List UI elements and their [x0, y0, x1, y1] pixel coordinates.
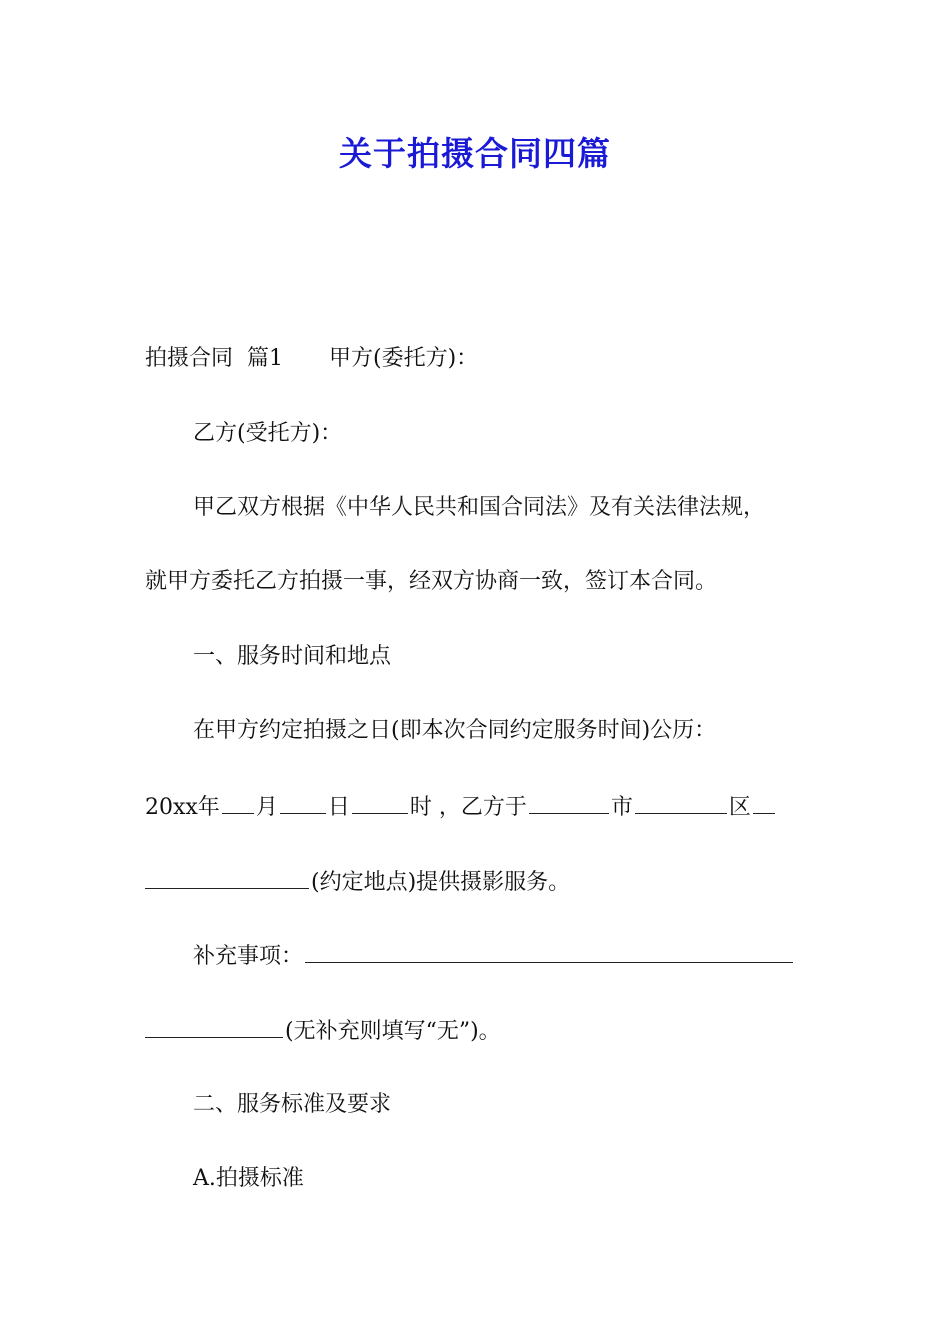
document-title: 关于拍摄合同四篇	[339, 134, 611, 173]
service-time-line2	[145, 791, 777, 823]
month-blank[interactable]	[222, 791, 254, 814]
supplement-line	[193, 940, 795, 972]
city-text: 市	[610, 795, 633, 820]
hour-text: 时 ，乙方于	[409, 795, 527, 820]
subsection-a-heading: A.拍摄标准	[193, 1166, 304, 1191]
section-1-heading: 一、服务时间和地点	[193, 644, 392, 669]
month-text: 月	[255, 795, 278, 820]
district-text: 区	[728, 795, 751, 820]
day-text: 日	[327, 795, 350, 820]
supplement-note: (无补充则填写“无”)。	[285, 1019, 501, 1044]
intro-paragraph-line2: 就甲方委托乙方拍摄一事，经双方协商一致，签订本合同。	[145, 569, 718, 594]
intro-paragraph-line1: 甲乙双方根据《中华人民共和国合同法》及有关法律法规，	[193, 495, 766, 520]
section-2-heading: 二、服务标准及要求	[193, 1092, 392, 1117]
party-a-label: 甲方(委托方)：	[328, 346, 479, 371]
year-text: 20xx年	[145, 795, 220, 820]
hour-blank[interactable]	[352, 791, 408, 814]
supplement-label: 补充事项：	[193, 944, 304, 969]
address-blank-start[interactable]	[753, 791, 775, 814]
place-note: (约定地点)提供摄影服务。	[311, 870, 571, 895]
day-blank[interactable]	[280, 791, 326, 814]
service-place-line	[145, 866, 570, 898]
service-time-line1: 在甲方约定拍摄之日(即本次合同约定服务时间)公历：	[193, 718, 717, 743]
city-blank[interactable]	[529, 791, 609, 814]
contract-heading: 拍摄合同 篇1	[145, 346, 283, 371]
heading-line	[145, 344, 478, 374]
supplement-note-line	[145, 1015, 501, 1047]
supplement-blank-continued[interactable]	[145, 1015, 283, 1038]
supplement-blank[interactable]	[305, 940, 793, 963]
party-b-label: 乙方(受托方)：	[193, 421, 343, 446]
address-blank[interactable]	[145, 866, 309, 889]
district-blank[interactable]	[635, 791, 727, 814]
